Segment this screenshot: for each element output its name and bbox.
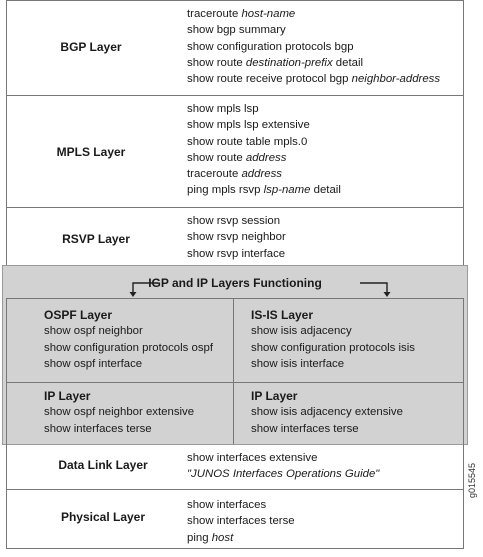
command-text: show interfaces extensive [187,452,318,464]
command-text: traceroute [187,168,242,181]
ospf-command: show configuration protocols ospf [44,341,214,354]
bgp-command-line [187,22,440,38]
command-text: traceroute [187,8,242,20]
igp-vertical-divider [233,298,234,444]
physical-command-line [187,530,295,546]
command-argument: lsp-name [263,184,311,197]
command-text: show configuration protocols bgp [187,40,354,53]
command-argument: address [241,168,282,181]
ip-left-command: show ospf neighbor extensive [44,406,195,419]
ip-right-command: show isis adjacency extensive [251,406,403,419]
command-text: show route receive protocol bgp [187,73,352,86]
command-text: show rsvp session [187,215,281,227]
mpls-command-line [187,166,341,182]
figure-id: g015545 [467,462,477,498]
isis-command: show isis interface [251,357,345,370]
command-text: show route [187,56,246,69]
command-argument: host-name [241,8,296,20]
command-text: show mpls lsp [187,103,259,115]
mpls-layer-label: MPLS Layer [56,145,126,159]
mpls-command-line [187,134,341,150]
ip-layer-right-cell [251,388,403,437]
igp-title: IGP and IP Layers Functioning [148,276,322,290]
command-argument: neighbor-address [351,73,441,86]
isis-command: show isis adjacency [251,325,352,338]
bgp-command-line [187,39,440,55]
command-text: show rsvp neighbor [187,231,286,244]
mpls-command-line [187,101,341,117]
top-border [6,0,464,1]
bgp-command-line [187,6,440,22]
rsvp-command-line [187,213,286,229]
physical-command-line [187,513,295,529]
mpls-command-line [187,117,341,133]
datalink-physical-divider [6,489,464,490]
rsvp-commands [187,213,286,262]
datalink-command-line [187,466,379,482]
command-argument: "JUNOS Interfaces Operations Guide" [187,468,380,481]
rsvp-command-line [187,229,286,245]
mpls-command-line [187,182,341,198]
ospf-command: show ospf neighbor [44,325,143,338]
bgp-command-line [187,71,440,87]
ip-layer-right-title: IP Layer [251,389,298,403]
command-argument: address [245,151,287,164]
rsvp-command-line [187,246,286,262]
command-text: ping [187,531,212,544]
ospf-command: show ospf interface [44,357,143,370]
command-text: detail [310,184,341,197]
ospf-layer-cell [44,307,213,372]
command-text: show bgp summary [187,24,286,37]
bgp-command-line [187,55,440,71]
isis-layer-title: IS-IS Layer [251,308,314,322]
command-argument: destination-prefix [245,56,333,69]
ip-layer-left-title: IP Layer [44,389,91,403]
command-text: show interfaces terse [187,515,295,528]
bgp-layer-label: BGP Layer [60,40,122,54]
ip-left-command: show interfaces terse [44,422,152,435]
ip-layer-left-cell [44,388,194,437]
isis-layer-cell [251,307,415,372]
command-text: show route [187,151,246,164]
command-text: show rsvp interface [187,247,286,260]
igp-horizontal-divider [6,382,464,383]
bgp-commands [187,6,440,87]
datalink-command-line [187,450,379,466]
datalink-layer-label: Data Link Layer [58,458,148,472]
bgp-mpls-divider [6,95,464,96]
bottom-border [6,548,464,549]
mpls-rsvp-divider [6,207,464,208]
command-text: show interfaces [187,499,267,511]
right-down-arrow-icon [358,282,394,298]
datalink-commands [187,450,379,483]
physical-commands [187,497,295,546]
command-text: detail [332,56,364,69]
ospf-layer-title: OSPF Layer [44,308,113,322]
physical-command-line [187,497,295,513]
ip-right-command: show interfaces terse [251,422,359,435]
command-text: show route table mpls.0 [187,135,308,148]
rsvp-layer-label: RSVP Layer [62,232,130,246]
physical-layer-label: Physical Layer [60,510,146,524]
mpls-command-line [187,150,341,166]
isis-command: show configuration protocols isis [251,341,415,354]
command-argument: host [211,531,234,544]
command-text: show mpls lsp extensive [187,119,310,132]
mpls-commands [187,101,341,199]
left-down-arrow-icon [128,282,164,298]
command-text: ping mpls rsvp [187,184,264,197]
